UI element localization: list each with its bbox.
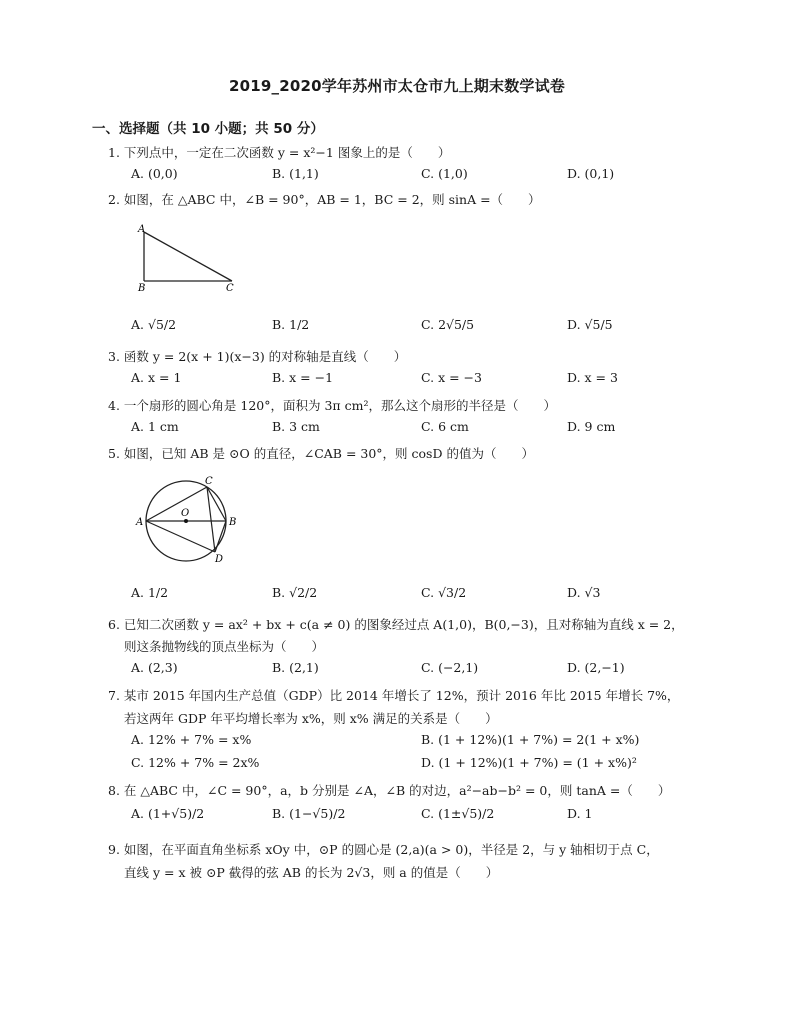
q3-option-a[interactable]: A. x = 1: [131, 370, 182, 385]
q4-option-c[interactable]: C. 6 cm: [421, 419, 469, 434]
question-7-stem: 7. 某市 2015 年国内生产总值（GDP）比 2014 年增长了 12%，预计 2016 年比 2015 年增长 7%，: [108, 688, 680, 703]
q5-option-d[interactable]: D. √3: [567, 585, 601, 600]
question-1-stem: 1. 下列点中，一定在二次函数 y = x²−1 图象上的是（ ）: [108, 145, 451, 160]
question-4-stem: 4. 一个扇形的圆心角是 120°，面积为 3π cm²，那么这个扇形的半径是（ ）: [108, 398, 556, 413]
q5-option-a[interactable]: A. 1/2: [131, 585, 169, 600]
question-9-stem: 9. 如图，在平面直角坐标系 xOy 中，⊙P 的圆心是 (2,a)(a > 0)，半径是 2，与 y 轴相切于点 C，: [108, 842, 659, 857]
label-b: B: [138, 283, 146, 294]
q2-option-a[interactable]: A. √5/2: [131, 317, 177, 332]
q2-option-d[interactable]: D. √5/5: [567, 317, 613, 332]
q3-option-b[interactable]: B. x = −1: [272, 370, 334, 385]
q7-option-d[interactable]: D. (1 + 12%)(1 + 7%) = (1 + x%)²: [421, 755, 637, 770]
q4-option-b[interactable]: B. 3 cm: [272, 419, 320, 434]
question-2-stem: 2. 如图，在 △ABC 中，∠B = 90°，AB = 1，BC = 2，则 sinA =（ ）: [108, 192, 541, 207]
q7-option-a[interactable]: A. 12% + 7% = x%: [131, 732, 252, 747]
label-d: D: [215, 554, 224, 565]
section-heading: 一、选择题（共 10 小题；共 50 分）: [92, 121, 324, 137]
question-6-stem-cont: 则这条抛物线的顶点坐标为（ ）: [124, 639, 325, 654]
q1-option-d[interactable]: D. (0,1): [567, 166, 615, 181]
q1-option-b[interactable]: B. (1,1): [272, 166, 319, 181]
q8-option-d[interactable]: D. 1: [567, 806, 593, 821]
circle-figure: [133, 474, 245, 566]
q4-option-d[interactable]: D. 9 cm: [567, 419, 616, 434]
q3-option-c[interactable]: C. x = −3: [421, 370, 482, 385]
label-a: A: [136, 517, 144, 528]
label-c: C: [205, 476, 213, 487]
q8-option-c[interactable]: C. (1±√5)/2: [421, 806, 495, 821]
q5-option-c[interactable]: C. √3/2: [421, 585, 467, 600]
q2-option-c[interactable]: C. 2√5/5: [421, 317, 475, 332]
page-title: 2019_2020学年苏州市太仓市九上期末数学试卷: [229, 77, 565, 95]
q2-option-b[interactable]: B. 1/2: [272, 317, 310, 332]
q6-option-b[interactable]: B. (2,1): [272, 660, 319, 675]
q3-option-d[interactable]: D. x = 3: [567, 370, 618, 385]
question-6-stem: 6. 已知二次函数 y = ax² + bx + c(a ≠ 0) 的图象经过点 A(1,0)，B(0,−3)，且对称轴为直线 x = 2，: [108, 617, 684, 632]
q6-option-c[interactable]: C. (−2,1): [421, 660, 479, 675]
q5-option-b[interactable]: B. √2/2: [272, 585, 318, 600]
q8-option-a[interactable]: A. (1+√5)/2: [131, 806, 205, 821]
question-3-stem: 3. 函数 y = 2(x + 1)(x−3) 的对称轴是直线（ ）: [108, 349, 407, 364]
q1-option-a[interactable]: A. (0,0): [131, 166, 178, 181]
question-7-stem-cont: 若这两年 GDP 年平均增长率为 x%，则 x% 满足的关系是（ ）: [124, 711, 498, 726]
q6-option-d[interactable]: D. (2,−1): [567, 660, 625, 675]
q8-option-b[interactable]: B. (1−√5)/2: [272, 806, 346, 821]
label-c: C: [226, 283, 234, 294]
question-5-stem: 5. 如图，已知 AB 是 ⊙O 的直径，∠CAB = 30°，则 cosD 的值为（ ）: [108, 446, 534, 461]
q4-option-a[interactable]: A. 1 cm: [131, 419, 179, 434]
q6-option-a[interactable]: A. (2,3): [131, 660, 178, 675]
triangle-figure: [130, 220, 240, 295]
label-a: A: [138, 224, 146, 235]
label-o: O: [181, 508, 190, 519]
q1-option-c[interactable]: C. (1,0): [421, 166, 468, 181]
q7-option-b[interactable]: B. (1 + 12%)(1 + 7%) = 2(1 + x%): [421, 732, 640, 747]
label-b: B: [229, 517, 237, 528]
question-8-stem: 8. 在 △ABC 中，∠C = 90°，a，b 分别是 ∠A，∠B 的对边，a²−ab−b² = 0，则 tanA =（ ）: [108, 783, 671, 798]
question-9-stem-cont: 直线 y = x 被 ⊙P 截得的弦 AB 的长为 2√3，则 a 的值是（ ）: [124, 865, 499, 880]
q7-option-c[interactable]: C. 12% + 7% = 2x%: [131, 755, 260, 770]
